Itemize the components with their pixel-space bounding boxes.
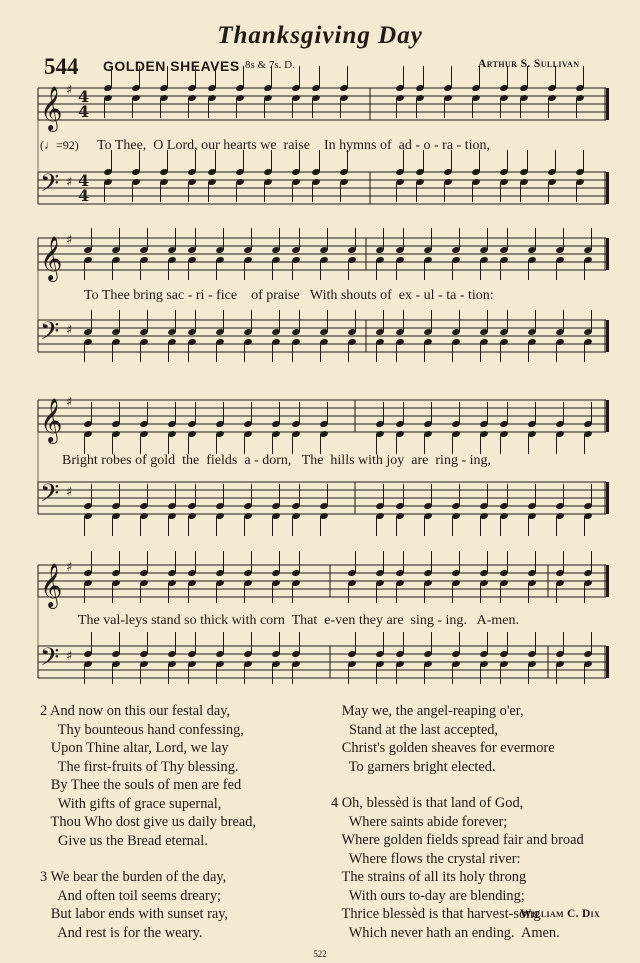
lyric-line-1: To Thee, O Lord, our hearts we raise In hymns of ad - o - ra - tion,: [97, 138, 490, 153]
verse-line: Upon Thine altar, Lord, we lay: [40, 740, 229, 756]
time-signature: 4: [78, 171, 90, 190]
final-barline: [606, 565, 609, 597]
treble-clef-icon: 𝄞: [40, 236, 63, 280]
verse-line: Stand at the last accepted,: [331, 721, 499, 738]
bass-clef-icon: 𝄢: [40, 169, 60, 204]
bass-clef-icon: 𝄢: [40, 643, 60, 678]
final-barline: [606, 172, 609, 204]
verse-line: Where golden fields spread fair and broad: [331, 832, 584, 848]
verse-line: But labor ends with sunset ray,: [40, 906, 229, 922]
time-signature: 4: [78, 186, 90, 205]
hymn-number: 544: [44, 54, 79, 79]
sharp-icon: ♯: [66, 233, 73, 248]
verse-line: With gifts of grace supernal,: [40, 795, 222, 812]
verse-gap: [40, 850, 330, 868]
sharp-icon: ♯: [66, 649, 73, 664]
sharp-icon: ♯: [66, 175, 73, 190]
text-author: William C. Dix: [520, 908, 601, 920]
time-signature: 4: [78, 87, 90, 106]
lyric-line-4: The val-leys stand so thick with corn That e-ven they are sing - ing. A-men.: [78, 613, 520, 628]
tune-name: GOLDEN SHEAVES: [103, 58, 240, 74]
verse-line: With ours to-day are blending;: [331, 887, 525, 904]
verses-right-column: [331, 702, 631, 942]
verse-line: Give us the Bread eternal.: [40, 832, 208, 849]
final-barline: [606, 238, 609, 270]
verse-line: By Thee the souls of men are fed: [40, 777, 242, 793]
verses-left-column: [40, 702, 330, 942]
sharp-icon: ♯: [66, 395, 73, 410]
verse-line: And often toil seems dreary;: [40, 887, 222, 904]
lyric-line-2: To Thee bring sac - ri - fice of praise With shouts of ex - ul - ta - tion:: [84, 288, 494, 303]
verse-line: Where flows the crystal river:: [331, 850, 521, 867]
verse-line: 3 We bear the burden of the day,: [40, 869, 227, 885]
verse-line: The strains of all its holy throng: [331, 869, 527, 885]
bass-clef-icon: 𝄢: [40, 479, 60, 514]
verse-line: And rest is for the weary.: [40, 924, 203, 941]
verse-line: Where saints abide forever;: [331, 813, 508, 830]
time-signature: 4: [78, 102, 90, 121]
final-barline: [606, 646, 609, 678]
sharp-icon: ♯: [66, 83, 73, 98]
final-barline: [606, 482, 609, 514]
verse-line: May we, the angel-reaping o'er,: [331, 703, 524, 719]
verse-line: The first-fruits of Thy blessing.: [40, 758, 239, 775]
page-title: Thanksgiving Day: [217, 22, 423, 49]
final-barline: [606, 400, 609, 432]
treble-clef-icon: 𝄞: [40, 86, 63, 130]
sharp-icon: ♯: [66, 560, 73, 575]
sharp-icon: ♯: [66, 485, 73, 500]
treble-clef-icon: 𝄞: [40, 398, 63, 442]
treble-clef-icon: 𝄞: [40, 563, 63, 607]
sharp-icon: ♯: [66, 323, 73, 338]
bass-clef-icon: 𝄢: [40, 317, 60, 352]
verse-line: Christ's golden sheaves for evermore: [331, 740, 555, 756]
verse-line: 2 And now on this our festal day,: [40, 703, 231, 719]
meter: 8s & 7s. D.: [245, 59, 295, 71]
final-barline: [606, 320, 609, 352]
lyric-line-3: Bright robes of gold the fields a - dorn, The hills with joy are ring - ing,: [62, 453, 492, 468]
final-barline: [606, 88, 609, 120]
verse-line: Thy bounteous hand confessing,: [40, 721, 244, 738]
page-number: 522: [313, 949, 327, 959]
verse-line: Thrice blessèd is that harvest-song: [331, 906, 541, 922]
composer: Arthur S. Sullivan: [478, 58, 580, 70]
verse-line: To garners bright elected.: [331, 758, 496, 775]
tempo-marking: (♩=92): [40, 138, 79, 152]
verse-line: Thou Who dost give us daily bread,: [40, 814, 257, 830]
verse-line: 4 Oh, blessèd is that land of God,: [331, 795, 524, 811]
verse-line: Which never hath an ending. Amen.: [331, 924, 560, 941]
verse-gap: [331, 776, 631, 794]
